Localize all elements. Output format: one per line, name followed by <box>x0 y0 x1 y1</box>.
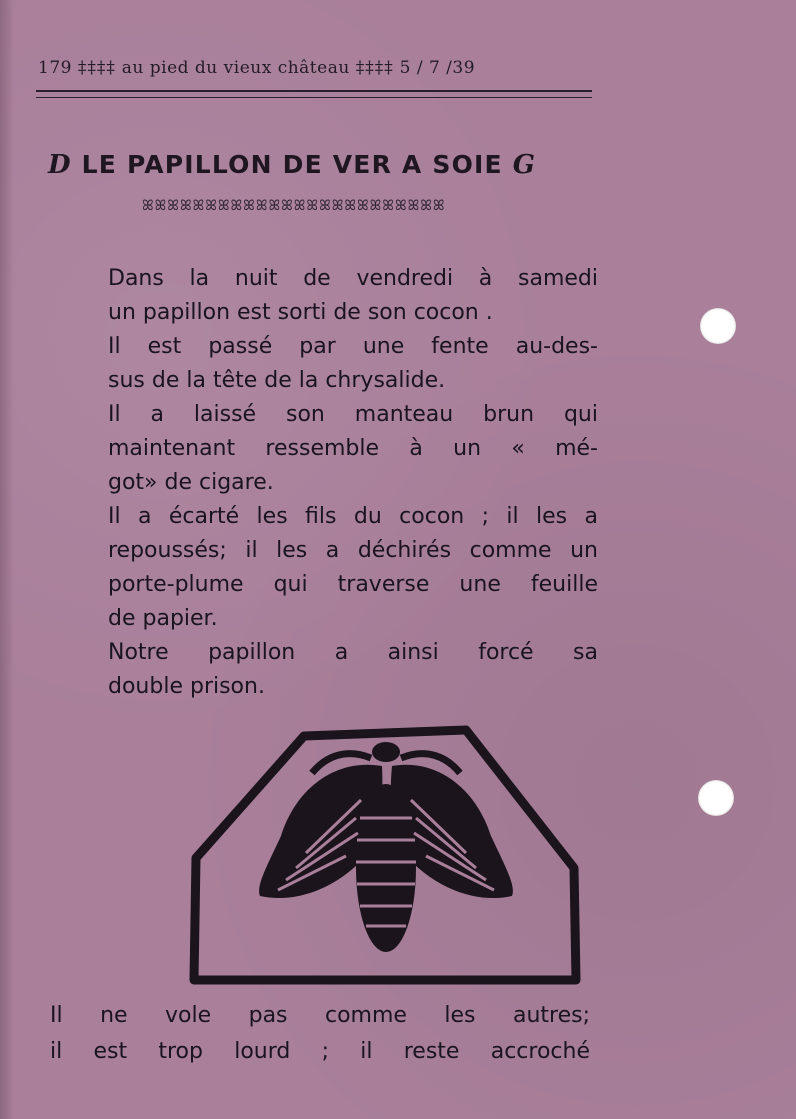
header-ornament-right: ‡‡‡‡ <box>355 58 394 78</box>
text-line: repoussés; il les a déchirés comme un <box>108 538 598 563</box>
paragraph <box>46 636 598 704</box>
title-deco-right: G <box>512 150 537 180</box>
paragraph <box>46 262 598 330</box>
closing-text <box>50 998 590 1070</box>
header-rule <box>36 90 592 98</box>
text-line: maintenant ressemble à un « mé- <box>108 436 598 461</box>
running-title: au pied du vieux château <box>121 58 350 78</box>
paragraph <box>46 330 598 398</box>
text-line: Notre papillon a ainsi forcé sa <box>108 640 598 665</box>
text-line: il est trop lourd ; il reste accroché <box>50 1039 590 1064</box>
title-deco-left: D <box>48 150 72 180</box>
header-ornament-left: ‡‡‡‡ <box>77 58 116 78</box>
text-line: Il a laissé son manteau brun qui <box>108 402 598 427</box>
paragraph <box>46 500 598 636</box>
punch-hole-top <box>700 308 736 344</box>
article-body <box>46 262 598 704</box>
text-line: Dans la nuit de vendredi à samedi <box>108 266 598 291</box>
title-ornament-row: ꕤꕤꕤꕤꕤꕤꕤꕤꕤꕤꕤꕤꕤꕤꕤꕤꕤꕤꕤꕤꕤꕤꕤꕤ <box>142 198 446 214</box>
text-line: Il est passé par une fente au-des- <box>108 334 598 359</box>
text-line: double prison. <box>108 674 265 699</box>
page-number: 179 <box>38 58 72 78</box>
header-date: 5 / 7 /39 <box>399 58 476 78</box>
title-text: LE PAPILLON DE VER A SOIE <box>81 150 503 179</box>
moth-head <box>372 742 400 762</box>
running-header <box>38 58 598 78</box>
page-edge-shadow <box>0 0 14 1119</box>
text-line: Il a écarté les fils du cocon ; il les a <box>108 504 598 529</box>
text-line: sus de la tête de la chrysalide. <box>108 368 446 393</box>
punch-hole-bottom <box>698 780 734 816</box>
text-line: un papillon est sorti de son cocon . <box>108 300 493 325</box>
text-line: de papier. <box>108 606 218 631</box>
article-title <box>48 150 608 180</box>
text-line: porte-plume qui traverse une feuille <box>108 572 598 597</box>
text-line: got» de cigare. <box>108 470 274 495</box>
paragraph <box>46 398 598 500</box>
moth-linocut <box>186 718 586 990</box>
text-line: Il ne vole pas comme les autres; <box>50 1003 590 1028</box>
